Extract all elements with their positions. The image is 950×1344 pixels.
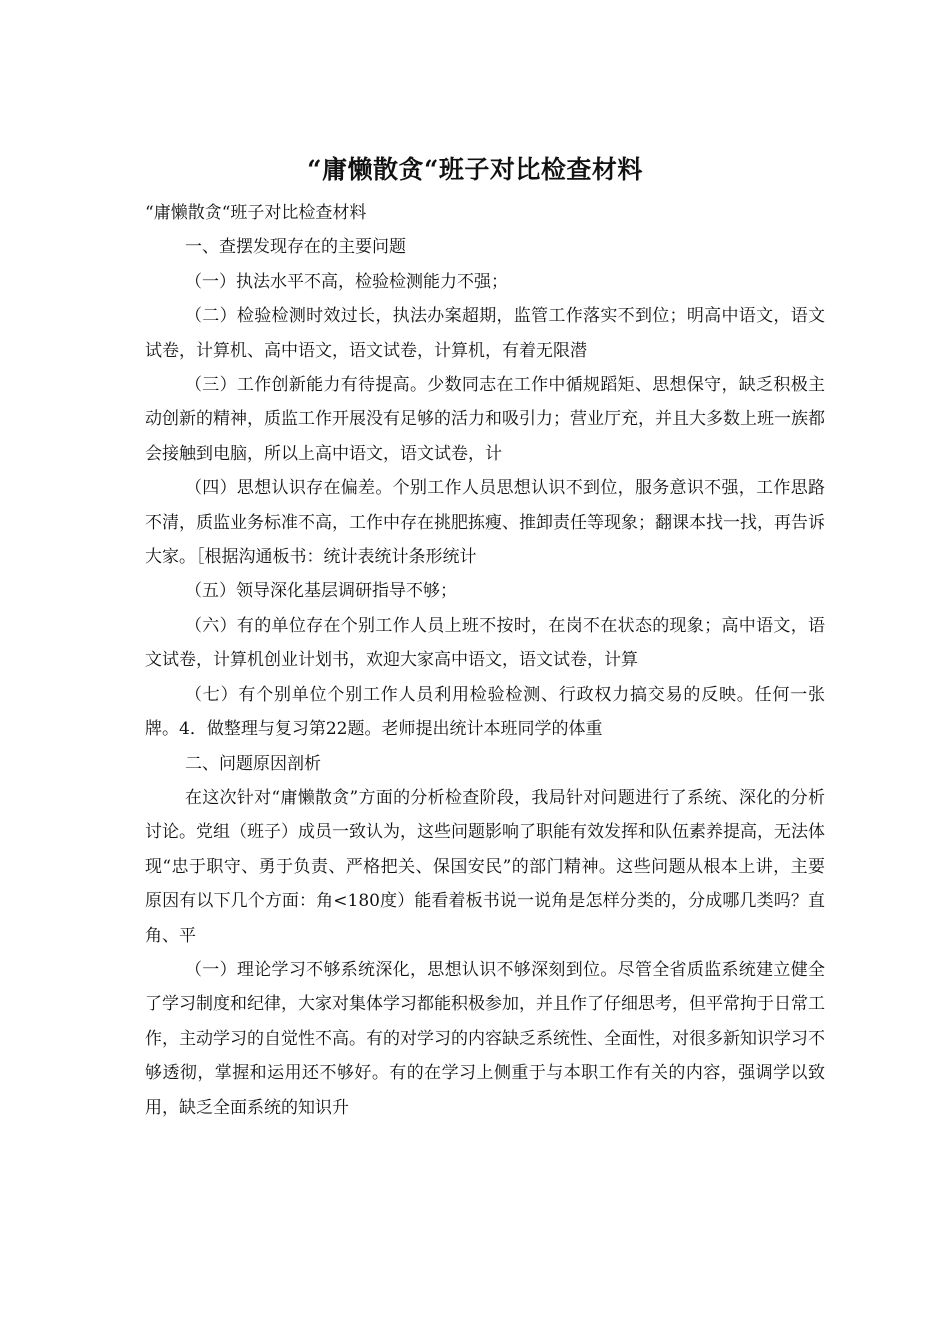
paragraph-issue-5: （五）领导深化基层调研指导不够； xyxy=(185,581,457,602)
section-heading-1: 一、查摆发现存在的主要问题 xyxy=(185,237,406,258)
paragraph-issue-4: （四）思想认识存在偏差。个别工作人员思想认识不到位，服务意识不强，工作思路不清，质监业务标准不高，工作中存在挑肥拣瘦、推卸责任等现象；翻课本找一找，再告诉大家。［根据沟通板书：统计表统计条形统计 xyxy=(145,478,825,568)
paragraph-cause-1: （一）理论学习不够系统深化，思想认识不够深刻到位。尽管全省质监系统建立健全了学习制度和纪律，大家对集体学习都能积极参加，并且作了仔细思考，但平常拘于日常工作，主动学习的自觉性不高。有的对学习的内容缺乏系统性、全面性，对很多新知识学习不够透彻，掌握和运用还不够好。有的在学习上侧重于与本职工作有关的内容，强调学以致用，缺乏全面系统的知识升 xyxy=(145,959,825,1118)
paragraph-issue-2: （二）检验检测时效过长，执法办案超期，监管工作落实不到位；明高中语文，语文试卷，计算机、高中语文，语文试卷，计算机，有着无限潜 xyxy=(145,306,825,361)
paragraph-issue-1: （一）执法水平不高，检验检测能力不强； xyxy=(185,271,508,292)
paragraph-analysis: 在这次针对“庸懒散贪”方面的分析检查阶段，我局针对问题进行了系统、深化的分析讨论。党组（班子）成员一致认为，这些问题影响了职能有效发挥和队伍素养提高，无法体现“忠于职守、勇于负责、严格把关、保国安民”的部门精神。这些问题从根本上讲，主要原因有以下几个方面：角<180度）能看着板书说一说角是怎样分类的，分成哪几类吗？直角、平 xyxy=(145,787,825,946)
paragraph-subtitle: “庸懒散贪“班子对比检查材料 xyxy=(145,203,367,223)
paragraph-issue-7: （七）有个别单位个别工作人员利用检验检测、行政权力搞交易的反映。任何一张牌。4．做整理与复习第22题。老师提出统计本班同学的体重 xyxy=(145,684,825,740)
section-heading-2: 二、问题原因剖析 xyxy=(185,753,321,774)
document-body xyxy=(145,196,825,1125)
paragraph-issue-3: （三）工作创新能力有待提高。少数同志在工作中循规蹈矩、思想保守，缺乏积极主动创新的精神，质监工作开展没有足够的活力和吸引力；营业厅充，并且大多数上班一族都会接触到电脑，所以上高中语文，语文试卷，计 xyxy=(145,375,825,464)
document-title: “庸懒散贪“班子对比检查材料 xyxy=(307,155,643,184)
paragraph-issue-6: （六）有的单位存在个别工作人员上班不按时，在岗不在状态的现象；高中语文，语文试卷，计算机创业计划书，欢迎大家高中语文，语文试卷，计算 xyxy=(145,615,825,671)
